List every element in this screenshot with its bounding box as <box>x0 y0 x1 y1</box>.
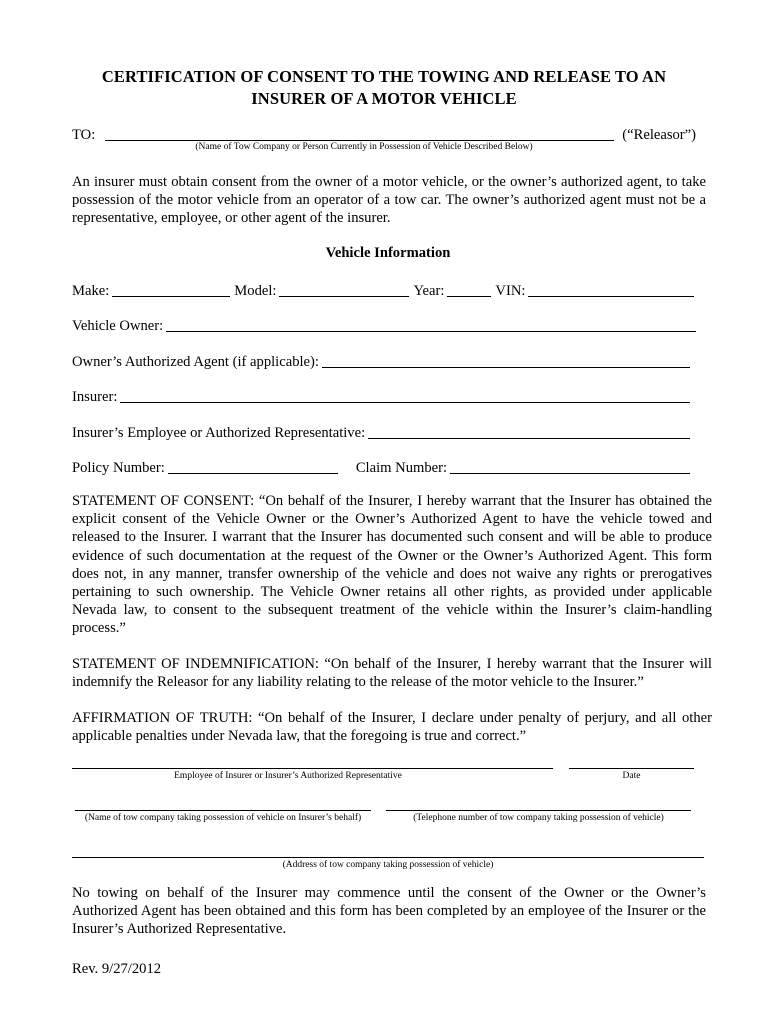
vin-input[interactable] <box>528 282 694 297</box>
policy-number-input[interactable] <box>168 459 338 474</box>
closing-paragraph: No towing on behalf of the Insurer may commence until the consent of the Owner or the Owner’s Authorized Agent has been obtained and this form has been completed by an employee of the Insurer or the Insurer’s Authorized Representative. <box>72 885 706 938</box>
vehicle-owner-row <box>72 315 700 335</box>
tow-company-address-input[interactable] <box>72 857 704 858</box>
releasor-suffix: (“Releasor”) <box>622 127 696 143</box>
vehicle-information-heading: Vehicle Information <box>325 245 451 261</box>
model-input[interactable] <box>279 282 409 297</box>
intro-paragraph: An insurer must obtain consent from the owner of a motor vehicle, or the owner’s authorized agent, to take possession of the motor vehicle from an operator of a tow car. The owner’s authorized agent must not be a representative, employee, or other agent of the insurer. <box>72 174 706 227</box>
form-title-line-1: CERTIFICATION OF CONSENT TO THE TOWING AND RELEASE TO AN <box>101 67 667 86</box>
vehicle-owner-input[interactable] <box>166 317 696 332</box>
tow-company-name-input[interactable] <box>75 810 371 811</box>
claim-number-label: Claim Number: <box>355 460 448 476</box>
insurer-label: Insurer: <box>72 389 118 405</box>
signature-date-caption: Date <box>622 771 641 781</box>
to-label: TO: <box>72 127 96 143</box>
vehicle-details-row <box>72 280 698 300</box>
releasor-caption: (Name of Tow Company or Person Currently in Possession of Vehicle Described Below) <box>195 142 533 152</box>
statement-of-indemnification: STATEMENT OF INDEMNIFICATION: “On behalf of the Insurer, I hereby warrant that the Insurer will indemnify the Releasor for any liability relating to the release of the motor vehicle to the Insurer.” <box>72 656 712 691</box>
claim-number-input[interactable] <box>450 459 690 474</box>
to-field-row <box>72 124 696 144</box>
affirmation-of-truth: AFFIRMATION OF TRUTH: “On behalf of the Insurer, I declare under penalty of perjury, and all other applicable penalties under Nevada law, that the foregoing is true and correct.” <box>72 710 712 745</box>
employee-signature-input[interactable] <box>72 768 553 769</box>
insurer-input[interactable] <box>120 388 690 403</box>
make-input[interactable] <box>112 282 230 297</box>
authorized-agent-row <box>72 351 694 371</box>
make-label: Make: <box>72 283 110 299</box>
authorized-agent-input[interactable] <box>322 353 690 368</box>
year-label: Year: <box>413 283 445 299</box>
revision-date: Rev. 9/27/2012 <box>72 961 162 977</box>
insurer-row <box>72 386 694 406</box>
policy-number-label: Policy Number: <box>72 460 165 476</box>
form-title-line-2: INSURER OF A MOTOR VEHICLE <box>251 89 517 108</box>
employee-signature-caption: Employee of Insurer or Insurer’s Authorized Representative <box>174 771 402 781</box>
signature-date-input[interactable] <box>569 768 694 769</box>
insurer-employee-input[interactable] <box>368 424 690 439</box>
insurer-employee-label: Insurer’s Employee or Authorized Representative: <box>72 425 366 441</box>
tow-company-phone-caption: (Telephone number of tow company taking possession of vehicle) <box>413 813 664 823</box>
tow-company-phone-input[interactable] <box>386 810 691 811</box>
policy-claim-row <box>72 457 694 477</box>
insurer-employee-row <box>72 422 694 442</box>
releasor-name-input[interactable] <box>105 126 614 141</box>
statement-of-consent: STATEMENT OF CONSENT: “On behalf of the Insurer, I hereby warrant that the Insurer has obtained the explicit consent of the Vehicle Owner or the Owner’s Authorized Agent to have the vehicle towed and released to the Insurer. I warrant that the Insurer has documented such consent and will be able to produce evidence of such documentation at the request of the Owner or the Owner’s Authorized Agent. This form does not, in any manner, transfer ownership of the vehicle and does not waive any rights or prerogatives pertaining to such ownership. The Vehicle Owner retains all other rights, as provided under applicable Nevada law, to consent to the subsequent treatment of the vehicle within the Insurer’s claim-handling process.” <box>72 493 712 637</box>
tow-company-address-caption: (Address of tow company taking possession of vehicle) <box>282 860 494 870</box>
year-input[interactable] <box>447 282 491 297</box>
tow-company-name-caption: (Name of tow company taking possession of vehicle on Insurer’s behalf) <box>84 813 362 823</box>
vin-label: VIN: <box>495 283 526 299</box>
authorized-agent-label: Owner’s Authorized Agent (if applicable): <box>72 354 319 370</box>
vehicle-owner-label: Vehicle Owner: <box>72 318 164 334</box>
model-label: Model: <box>234 283 277 299</box>
